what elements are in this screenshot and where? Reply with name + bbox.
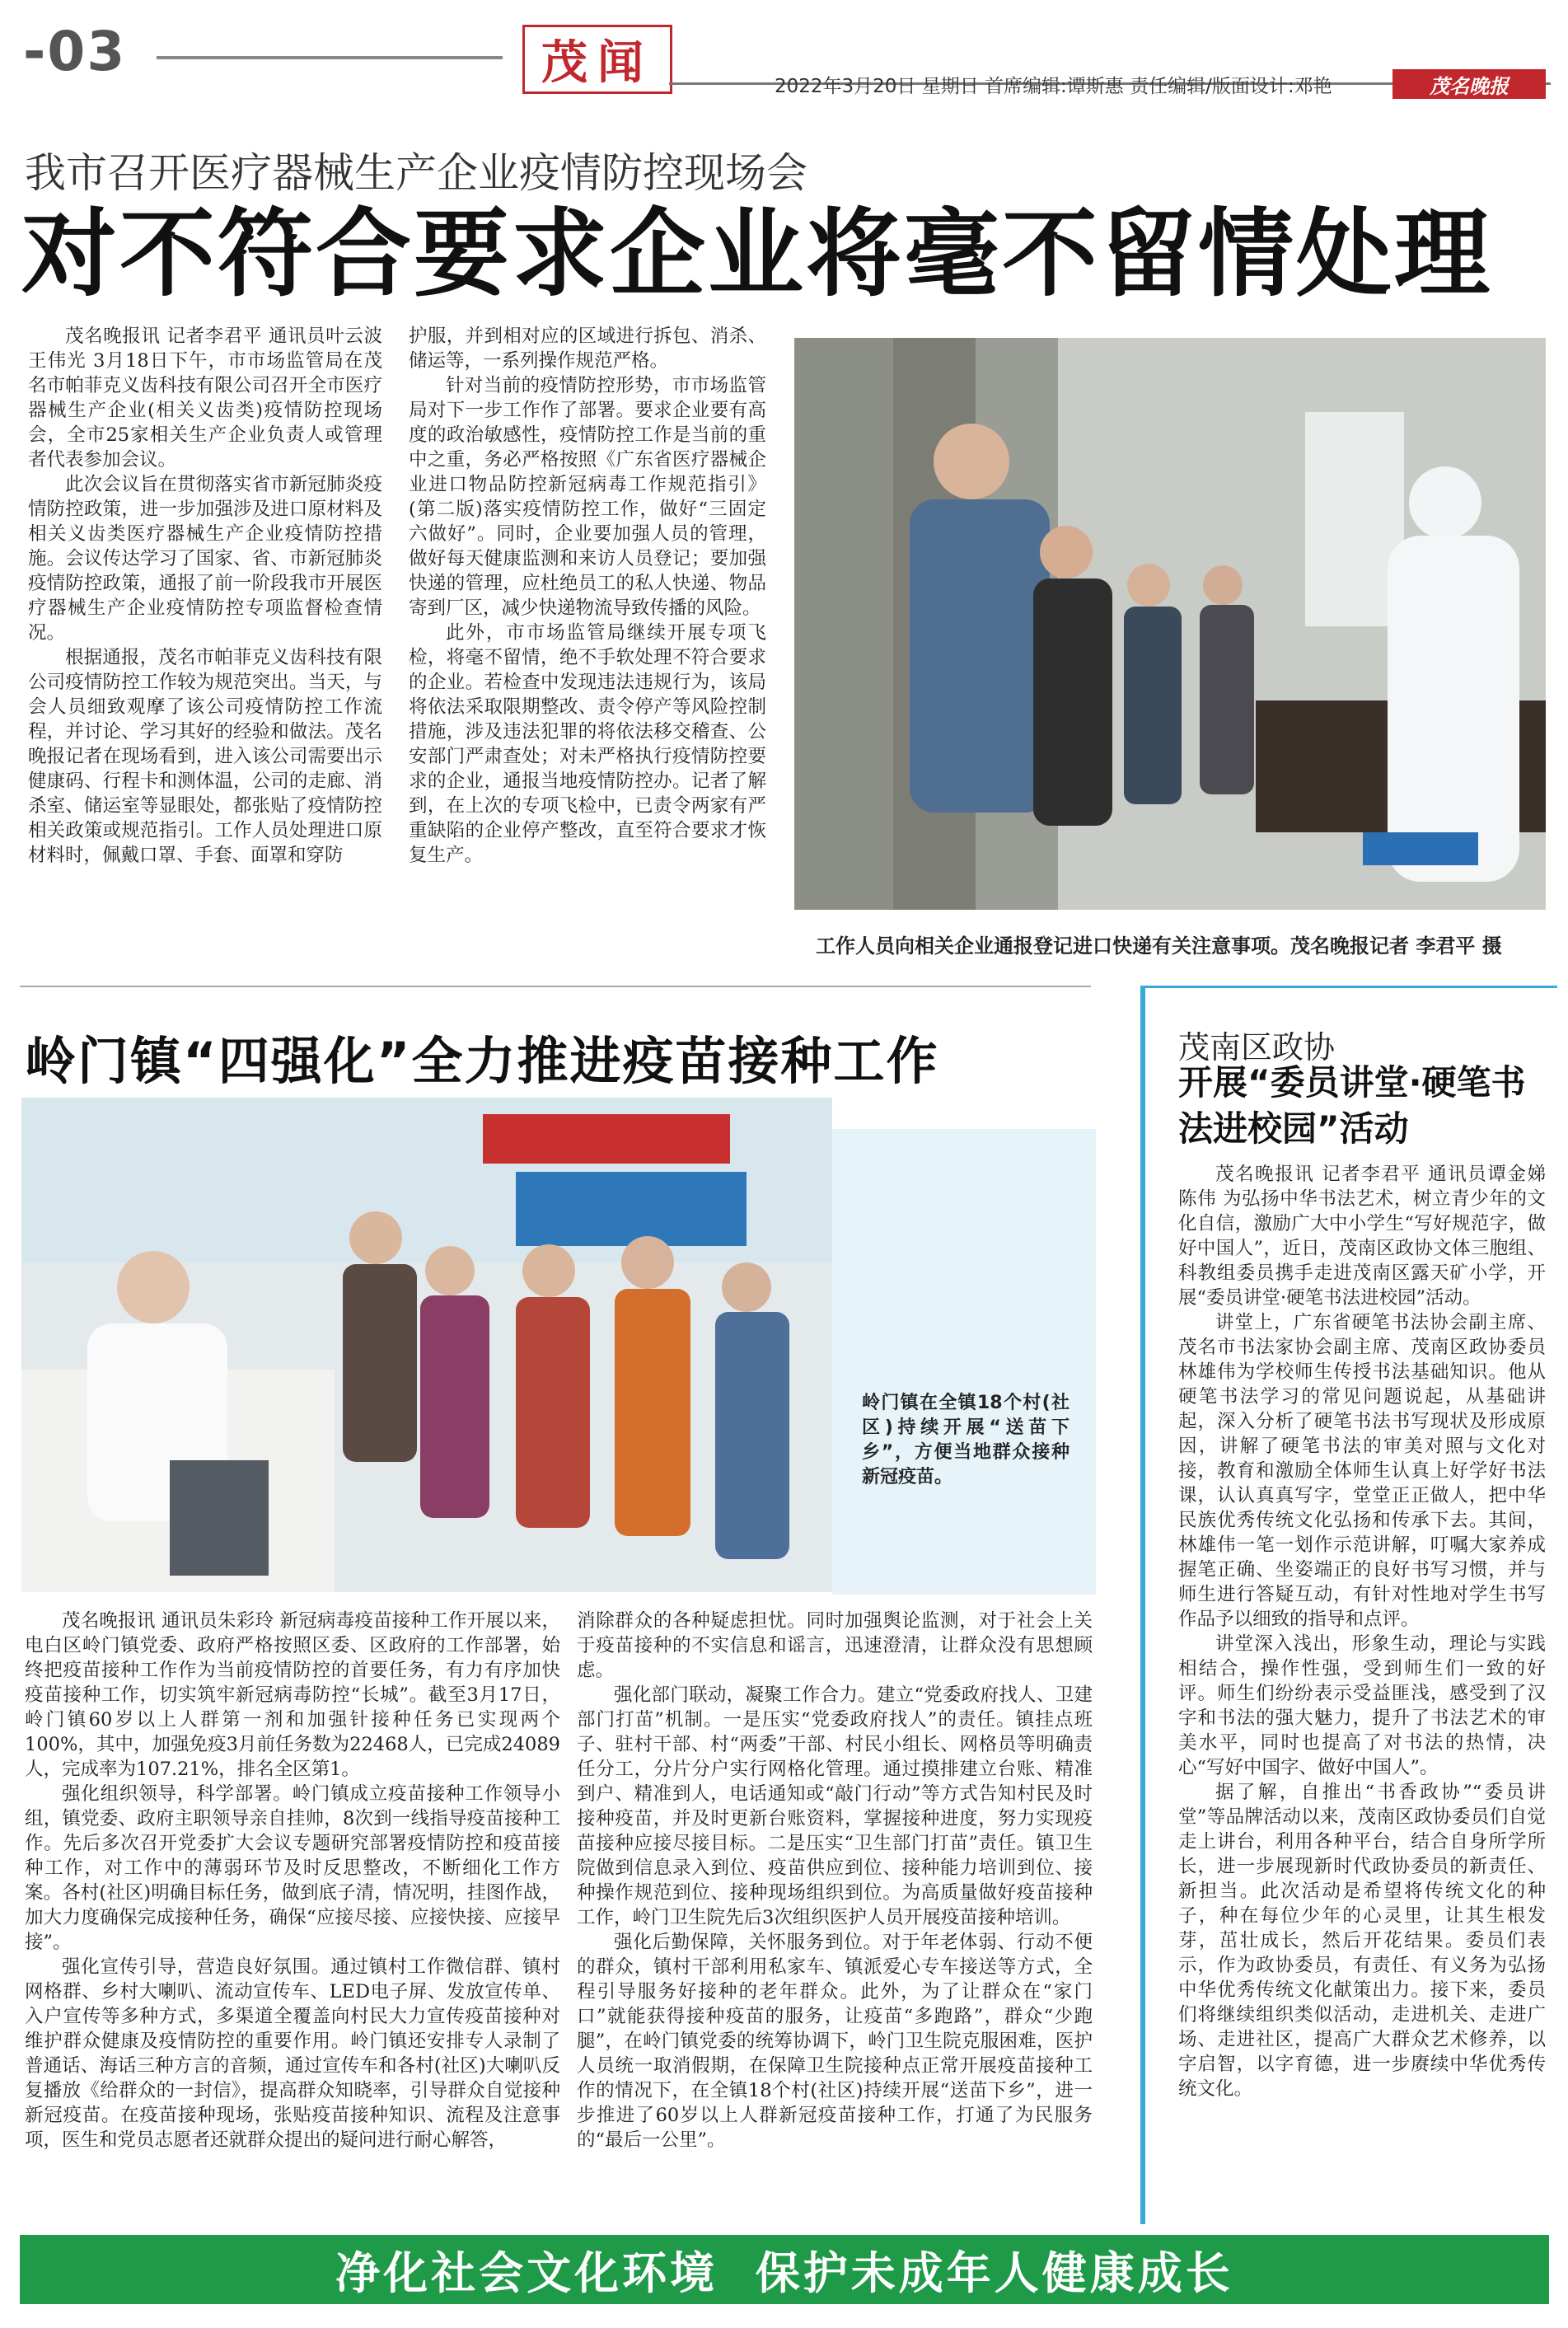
page-number: -03 [23, 20, 127, 83]
second-story-photo [21, 1098, 832, 1592]
main-story-column-2 [409, 324, 766, 950]
sidebar-body [1178, 1162, 1546, 2217]
newspaper-logo-text: 茂名晚报 [1430, 73, 1509, 98]
header-rule [157, 56, 503, 59]
main-story-photo-caption: 工作人员向相关企业通报登记进口快递有关注意事项。茂名晚报记者 李君平 摄 [816, 934, 1502, 958]
footer-slogan: 净化社会文化环境 保护未成年人健康成长 [335, 2246, 1233, 2299]
paragraph: 强化部门联动，凝聚工作合力。建立“党委政府找人、卫建部门打苗”机制。一是压实“党委政府找人”的责任。镇挂点班子、驻村干部、村“两委”干部、村民小组长、网格员等明确责任分工，分片分户实行网格化管理。通过摸排建立台账、精准到户、精准到人，电话通知或“敲门行动”等方式告知村民及时接种疫苗，并及时更新台账资料，掌握接种进度，努力实现疫苗接种应接尽接目标。二是压实“卫生部门打苗”责任。镇卫生院做到信息录入到位、疫苗供应到位、接种能力培训到位、接种操作规范到位、接种现场组织到位。为高质量做好疫苗接种工作，岭门卫生院先后3次组织医护人员开展疫苗接种培训。 [577, 1684, 1093, 1928]
paragraph: 强化后勤保障，关怀服务到位。对于年老体弱、行动不便的群众，镇村干部利用私家车、镇派爱心专车接送等方式，全程引导服务好接种的老年群众。此外，为了让群众在“家门口”就能获得接种疫苗的服务，让疫苗“多跑路”，群众“少跑腿”，在岭门镇党委的统筹协调下，岭门卫生院克服困难，医护人员统一取消假期，在保障卫生院接种点正常开展疫苗接种工作的情况下，在全镇18个村(社区)持续开展“送苗下乡”，进一步推进了60岁以上人群新冠疫苗接种工作，打通了为民服务的“最后一公里”。 [577, 1932, 1093, 2151]
paragraph: 根据通报，茂名市帕菲克义齿科技有限公司疫情防控工作较为规范突出。当天，与会人员细致观摩了该公司疫情防控工作流程，并讨论、学习其好的经验和做法。茂名晚报记者在现场看到，进入该公司需要出示健康码、行程卡和测体温，公司的走廊、消杀室、储运室等显眼处，都张贴了疫情防控相关政策或规范指引。工作人员处理进口原材料时，佩戴口罩、手套、面罩和穿防 [28, 647, 382, 866]
main-story-column-1 [28, 324, 382, 950]
photo-illustration [21, 1098, 832, 1592]
paragraph: 强化宣传引导，营造良好氛围。通过镇村工作微信群、镇村网格群、乡村大喇叭、流动宣传车、LED电子屏、发放宣传单、入户宣传等多种方式，多渠道全覆盖向村民大力宣传疫苗接种对维护群众健康及疫情防控的重要作用。岭门镇还安排专人录制了普通话、海话三种方言的音频，通过宣传车和各村(社区)大喇叭反复播放《给群众的一封信》，提高群众知晓率，引导群众自觉接种新冠疫苗。在疫苗接种现场，张贴疫苗接种知识、流程及注意事项，医生和党员志愿者还就群众提出的疑问进行耐心解答， [25, 1956, 560, 2151]
paragraph: 讲堂深入浅出，形象生动，理论与实践相结合，操作性强，受到师生们一致的好评。师生们纷纷表示受益匪浅，感受到了汉字和书法的强大魅力，提升了书法艺术的审美水平，同时也提高了对书法的热情，决心“写好中国字、做好中国人”。 [1178, 1633, 1546, 1778]
newspaper-logo [1392, 69, 1546, 99]
photo-illustration [794, 338, 1546, 910]
paragraph: 据了解，自推出“书香政协”“委员讲堂”等品牌活动以来，茂南区政协委员们自觉走上讲台，利用各种平台，结合自身所学所长，进一步展现新时代政协委员的新责任、新担当。此次活动是希望将传统文化的种子，种在每位少年的心灵里，让其生根发芽，茁壮成长，然后开花结果。委员们表示，作为政协委员，有责任、有义务为弘扬中华优秀传统文化献策出力。接下来，委员们将继续组织类似活动，走进机关、走进广场、走进社区，提高广大群众艺术修养，以字启智，以字育德，进一步赓续中华优秀传统文化。 [1178, 1782, 1546, 2100]
paragraph: 茂名晚报讯 记者李君平 通讯员叶云波 王伟光 3月18日下午，市市场监管局在茂名市帕菲克义齿科技有限公司召开全市医疗器械生产企业(相关义齿类)疫情防控现场会，全市25家相关生产企业负责人或管理者代表参加会议。 [28, 326, 382, 471]
footer-banner [20, 2235, 1549, 2304]
sidebar-kicker: 茂南区政协 [1178, 1029, 1336, 1066]
caption-panel [832, 1129, 1096, 1595]
paragraph: 针对当前的疫情防控形势，市市场监管局对下一步工作作了部署。要求企业要有高度的政治敏感性，疫情防控工作是当前的重中之重，务必严格按照《广东省医疗器械企业进口物品防控新冠病毒工作规范指引》(第二版)落实疫情防控工作，做好“三固定六做好”。同时，企业要加强人员的管理，做好每天健康监测和来访人员登记；要加强快递的管理，应杜绝员工的私人快递、物品寄到厂区，减少快递物流导致传播的风险。 [409, 375, 766, 619]
main-story-kicker: 我市召开医疗器械生产企业疫情防控现场会 [25, 149, 807, 197]
paragraph: 此次会议旨在贯彻落实省市新冠肺炎疫情防控政策，进一步加强涉及进口原材料及相关义齿类医疗器械生产企业疫情防控措施。会议传达学习了国家、省、市新冠肺炎疫情防控政策，通报了前一阶段我市开展医疗器械生产企业疫情防控专项监督检查情况。 [28, 474, 382, 644]
paragraph: 护服，并到相对应的区域进行拆包、消杀、储运等，一系列操作规范严格。 [409, 326, 766, 372]
main-story-photo [794, 338, 1546, 910]
second-story-column-1 [25, 1609, 560, 2210]
paragraph: 茂名晚报讯 记者李君平 通讯员谭金娣 陈伟 为弘扬中华书法艺术，树立青少年的文化自信，激励广大中小学生“写好规范字，做好中国人”，近日，茂南区政协文体三胞组、科教组委员携手走进茂南区露天矿小学，开展“委员讲堂·硬笔书法进校园”活动。 [1178, 1164, 1546, 1309]
paragraph: 此外，市市场监管局继续开展专项飞检，将毫不留情，绝不手软处理不符合要求的企业。若检查中发现违法违规行为，该局将依法采取限期整改、责令停产等风险控制措施，涉及违法犯罪的将依法移交稽查、公安部门严肃查处；对未严格执行疫情防控要求的企业，通报当地疫情防控办。记者了解到，在上次的专项飞检中，已责令两家有严重缺陷的企业停产整改，直至符合要求才恢复生产。 [409, 622, 766, 866]
sidebar-headline: 开展“委员讲堂·硬笔书法进校园”活动 [1178, 1062, 1526, 1149]
section-badge [522, 25, 672, 94]
paragraph: 消除群众的各种疑虑担忧。同时加强舆论监测，对于社会上关于疫苗接种的不实信息和谣言，迅速澄清，让群众没有思想顾虑。 [577, 1610, 1093, 1681]
issue-meta: 2022年3月20日 星期日 首席编辑:谭斯惠 责任编辑/版面设计:邓艳 [775, 76, 1332, 97]
paragraph: 讲堂上，广东省硬笔书法协会副主席、茂名市书法家协会副主席、茂南区政协委员林雄伟为学校师生传授书法基础知识。他从硬笔书法学习的常见问题说起，从基础讲起，深入分析了硬笔书法书写现状及形成原因，讲解了硬笔书法的审美对照与文化对接，教育和激励全体师生认真上好学好书法课，认认真真写字，堂堂正正做人，把中华民族优秀传统文化弘扬和传承下去。其间，林雄伟一笔一划作示范讲解，叮嘱大家养成握笔正确、坐姿端正的良好书写习惯，并与师生进行答疑互动，有针对性地对学生书写作品予以细致的指导和点评。 [1178, 1312, 1546, 1630]
main-story-headline: 对不符合要求企业将毫不留情处理 [21, 198, 1492, 310]
paragraph: 茂名晚报讯 通讯员朱彩玲 新冠病毒疫苗接种工作开展以来，电白区岭门镇党委、政府严格按照区委、区政府的工作部署，始终把疫苗接种工作作为当前疫情防控的首要任务，有力有序加快疫苗接种工作，切实筑牢新冠病毒防控“长城”。截至3月17日，岭门镇60岁以上人群第一剂和加强针接种任务已实现两个100%，其中，加强免疫3月前任务数为22468人，已完成24089人，完成率为107.21%，排名全区第1。 [25, 1610, 560, 1780]
second-story-column-2 [577, 1609, 1093, 2210]
paragraph: 强化组织领导，科学部署。岭门镇成立疫苗接种工作领导小组，镇党委、政府主职领导亲自挂帅，8次到一线指导疫苗接种工作。先后多次召开党委扩大会议专题研究部署疫情防控和疫苗接种工作，对工作中的薄弱环节及时反思整改，不断细化工作方案。各村(社区)明确目标任务，做到底子清，情况明，挂图作战，加大力度确保完成接种任务，确保“应接尽接、应接快接、应接早接”。 [25, 1783, 560, 1953]
section-divider [20, 986, 1091, 987]
second-story-headline: 岭门镇“四强化”全力推进疫苗接种工作 [25, 1031, 939, 1091]
section-name: 茂闻 [541, 35, 653, 90]
second-story-photo-caption: 岭门镇在全镇18个村(社区)持续开展“送苗下乡”，方便当地群众接种新冠疫苗。 [862, 1393, 1070, 1487]
